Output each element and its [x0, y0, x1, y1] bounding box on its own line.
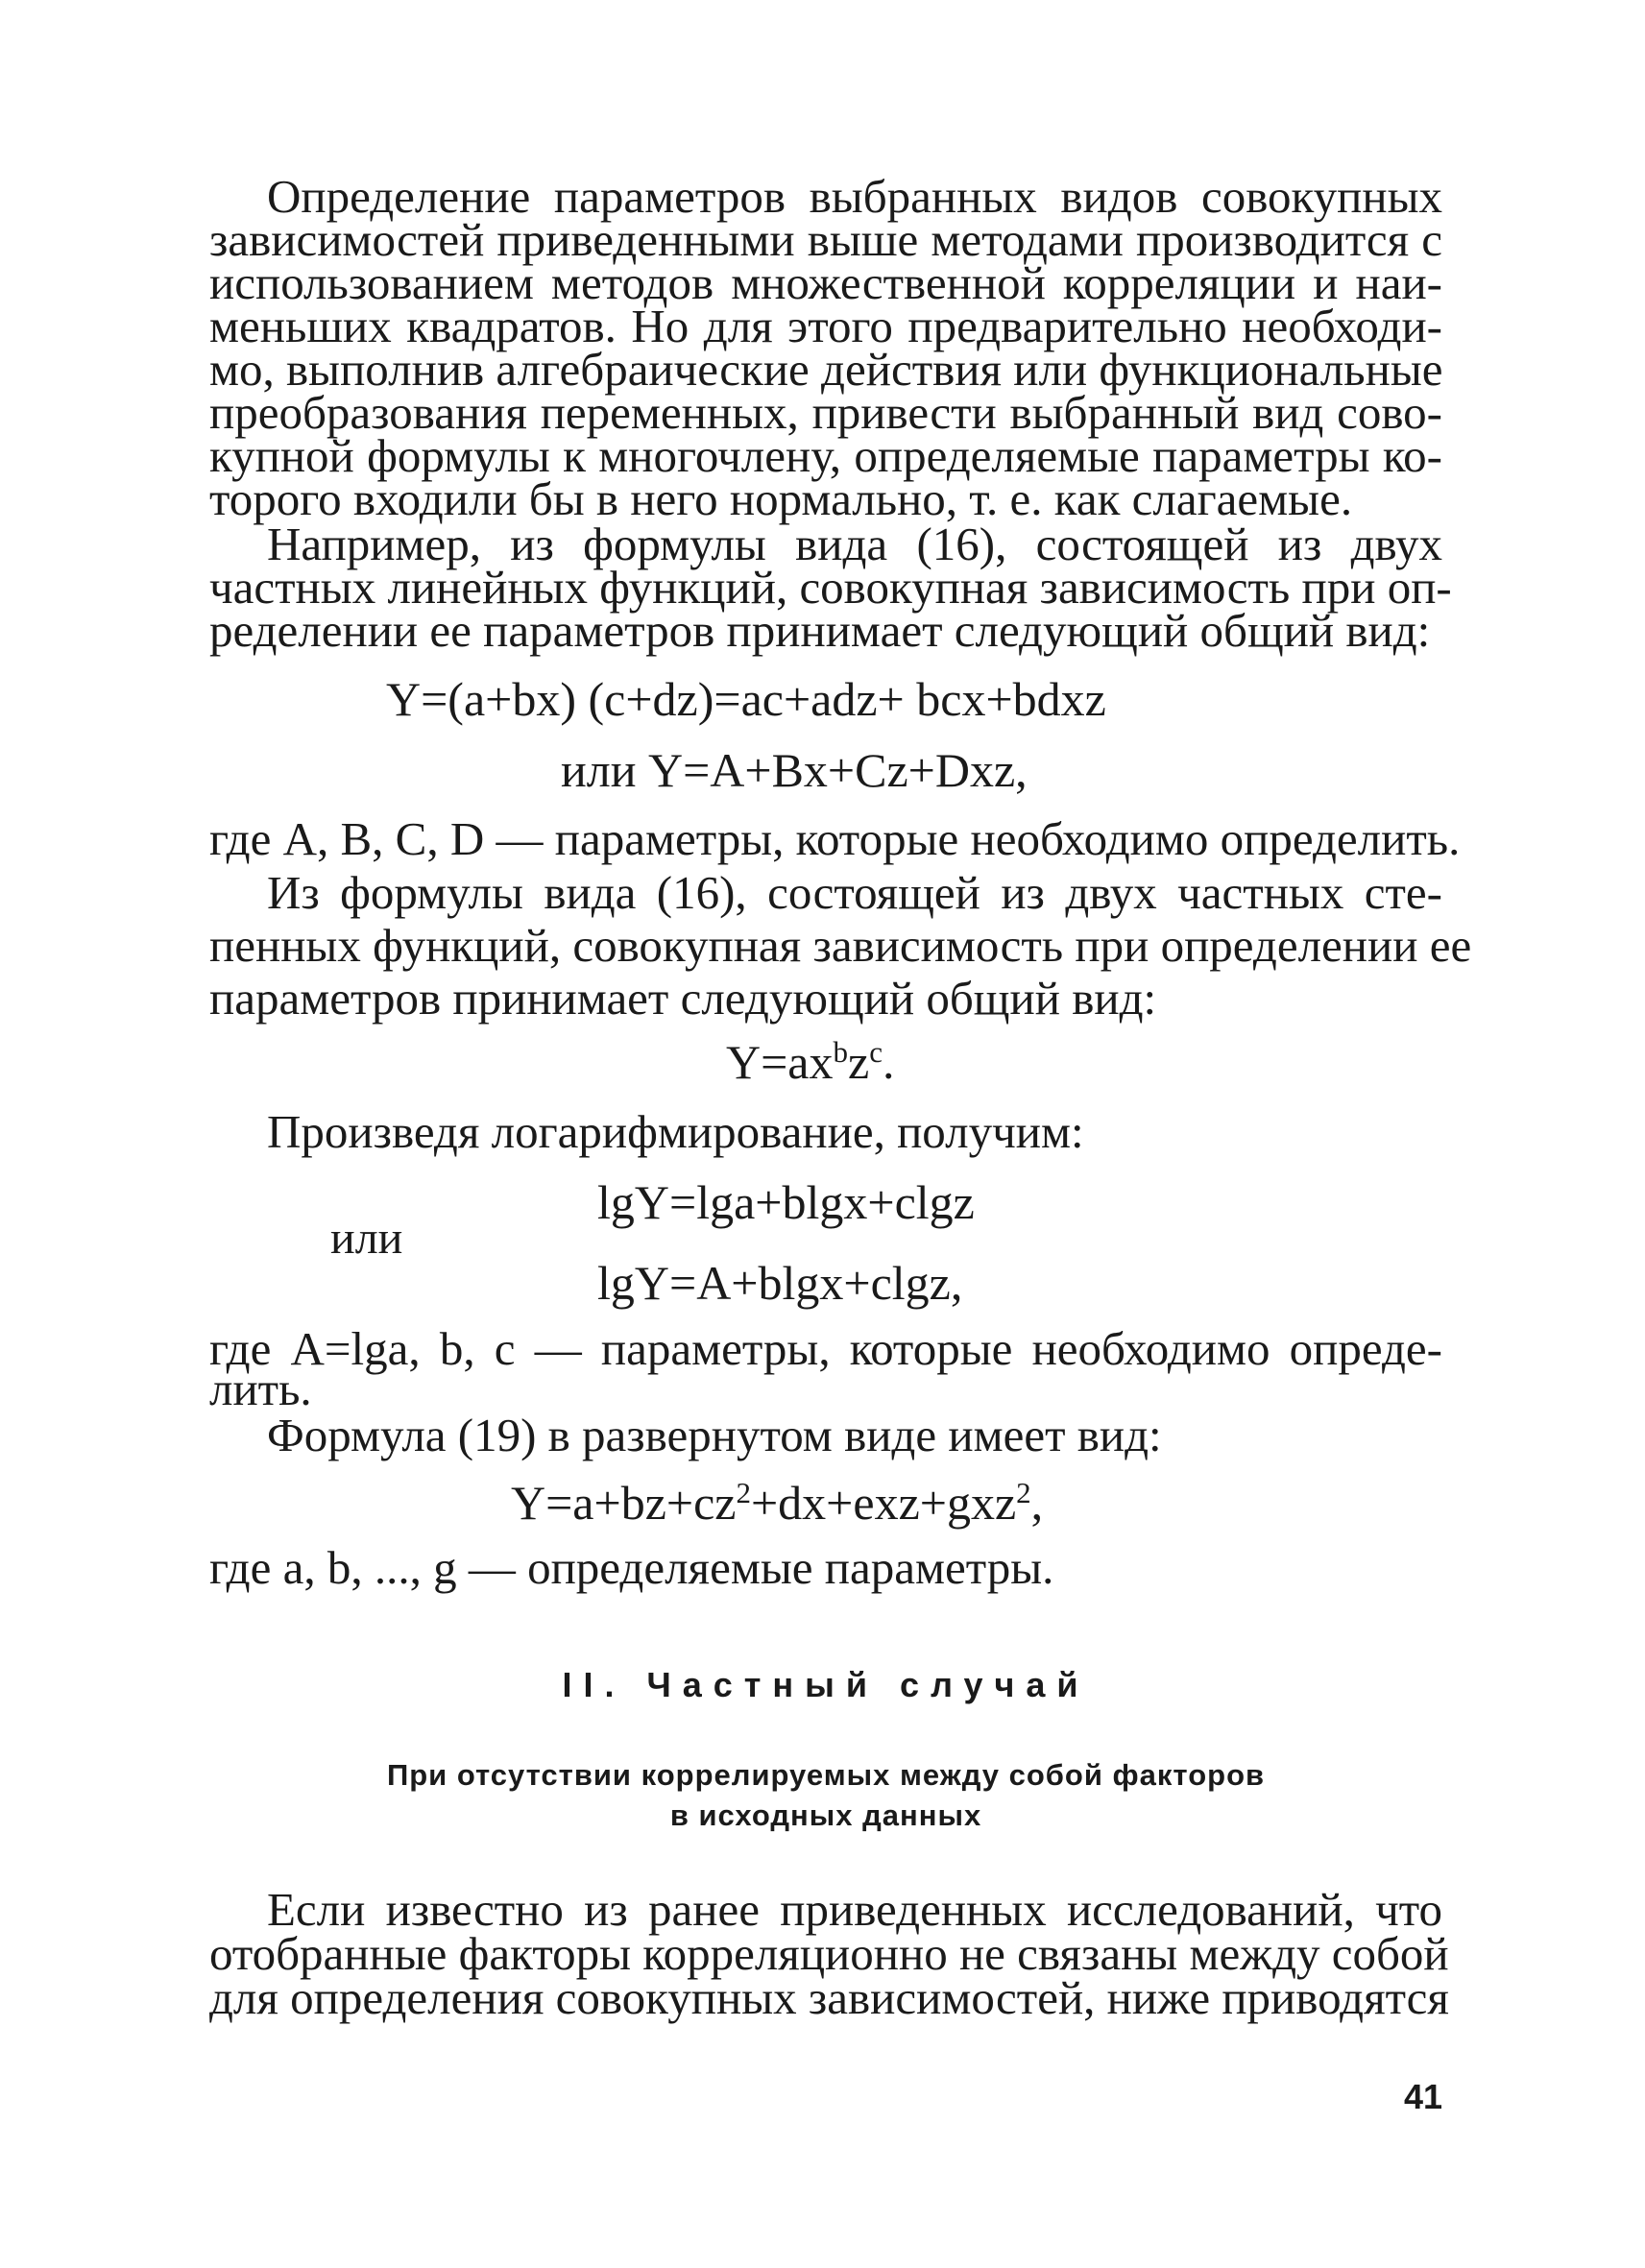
text-line: Если известно из ранее приведенных исследований, что [267, 1883, 1442, 1936]
formula-power [726, 1035, 894, 1089]
text-line: Формула (19) в развернутом виде имеет вид: [267, 1409, 1162, 1461]
formula-exponent: 2 [736, 1475, 751, 1509]
formula-log-linear: lgY=A+blgx+clgz, [597, 1256, 963, 1310]
formula-linear-form: или Y=A+Bx+Cz+Dxz, [561, 743, 1028, 797]
text-line: где A, B, C, D — параметры, которые необходимо определить. [209, 812, 1461, 865]
formula-part: +dx+exz+gxz [750, 1476, 1017, 1530]
text-line: Например, из формулы вида (16), состоящей из двух [267, 518, 1442, 570]
text-line: Из формулы вида (16), состоящей из двух частных сте- [267, 866, 1442, 919]
text-line: меньших квадратов. Но для этого предварительно необходи- [209, 300, 1442, 352]
text-line: для определения совокупных зависимостей, ниже приводятся [209, 1971, 1449, 2024]
connector-word: или [330, 1213, 403, 1264]
text-line: купной формулы к многочлену, определяемые параметры ко- [209, 429, 1442, 482]
text-line: лить. [209, 1363, 312, 1415]
formula-part: , [1030, 1476, 1044, 1530]
text-line: мо, выполнив алгебраические действия или функциональные [209, 343, 1443, 396]
text-line: преобразования переменных, привести выбранный вид сово- [209, 386, 1442, 439]
text-line: отобранные факторы корреляционно не связаны между собой [209, 1927, 1449, 1980]
formula-expanded-19 [511, 1476, 1043, 1530]
section-heading: II. Частный случай [562, 1665, 1090, 1704]
text-line: где a, b, ..., g — определяемые параметры. [209, 1541, 1054, 1594]
text-line: Определение параметров выбранных видов совокупных [267, 170, 1442, 223]
text-line: пенных функций, совокупная зависимость при определении ее [209, 919, 1472, 972]
formula-part: Y=a+bz+cz [511, 1476, 737, 1530]
text-line: частных линейных функций, совокупная зависимость при оп- [209, 561, 1452, 614]
formula-expansion: Y=(a+bx) (c+dz)=ac+adz+ bcx+bdxz [386, 672, 1106, 726]
formula-part: Y=ax [726, 1035, 834, 1089]
section-subheading: При отсутствии коррелируемых между собой факторов [386, 1758, 1266, 1792]
formula-exponent: c [869, 1034, 883, 1069]
formula-exponent: 2 [1016, 1475, 1031, 1509]
section-subheading: в исходных данных [669, 1798, 982, 1832]
formula-part: . [882, 1035, 895, 1089]
formula-exponent: b [833, 1034, 848, 1069]
formula-part: z [848, 1035, 870, 1089]
text-line: Произведя логарифмирование, получим: [267, 1105, 1084, 1158]
text-line: параметров принимает следующий общий вид: [209, 972, 1157, 1025]
text-line: ределении ее параметров принимает следующий общий вид: [209, 604, 1431, 657]
text-line: зависимостей приведенными выше методами производится с [209, 213, 1442, 266]
text-line: торого входили бы в него нормально, т. е. как слагаемые. [209, 472, 1353, 525]
page-number: 41 [1403, 2077, 1442, 2116]
text-line: использованием методов множественной корреляции и наи- [209, 256, 1442, 309]
formula-log: lgY=lga+blgx+clgz [597, 1175, 975, 1229]
text-line: где A=lga, b, c — параметры, которые необходимо опреде- [209, 1322, 1442, 1375]
